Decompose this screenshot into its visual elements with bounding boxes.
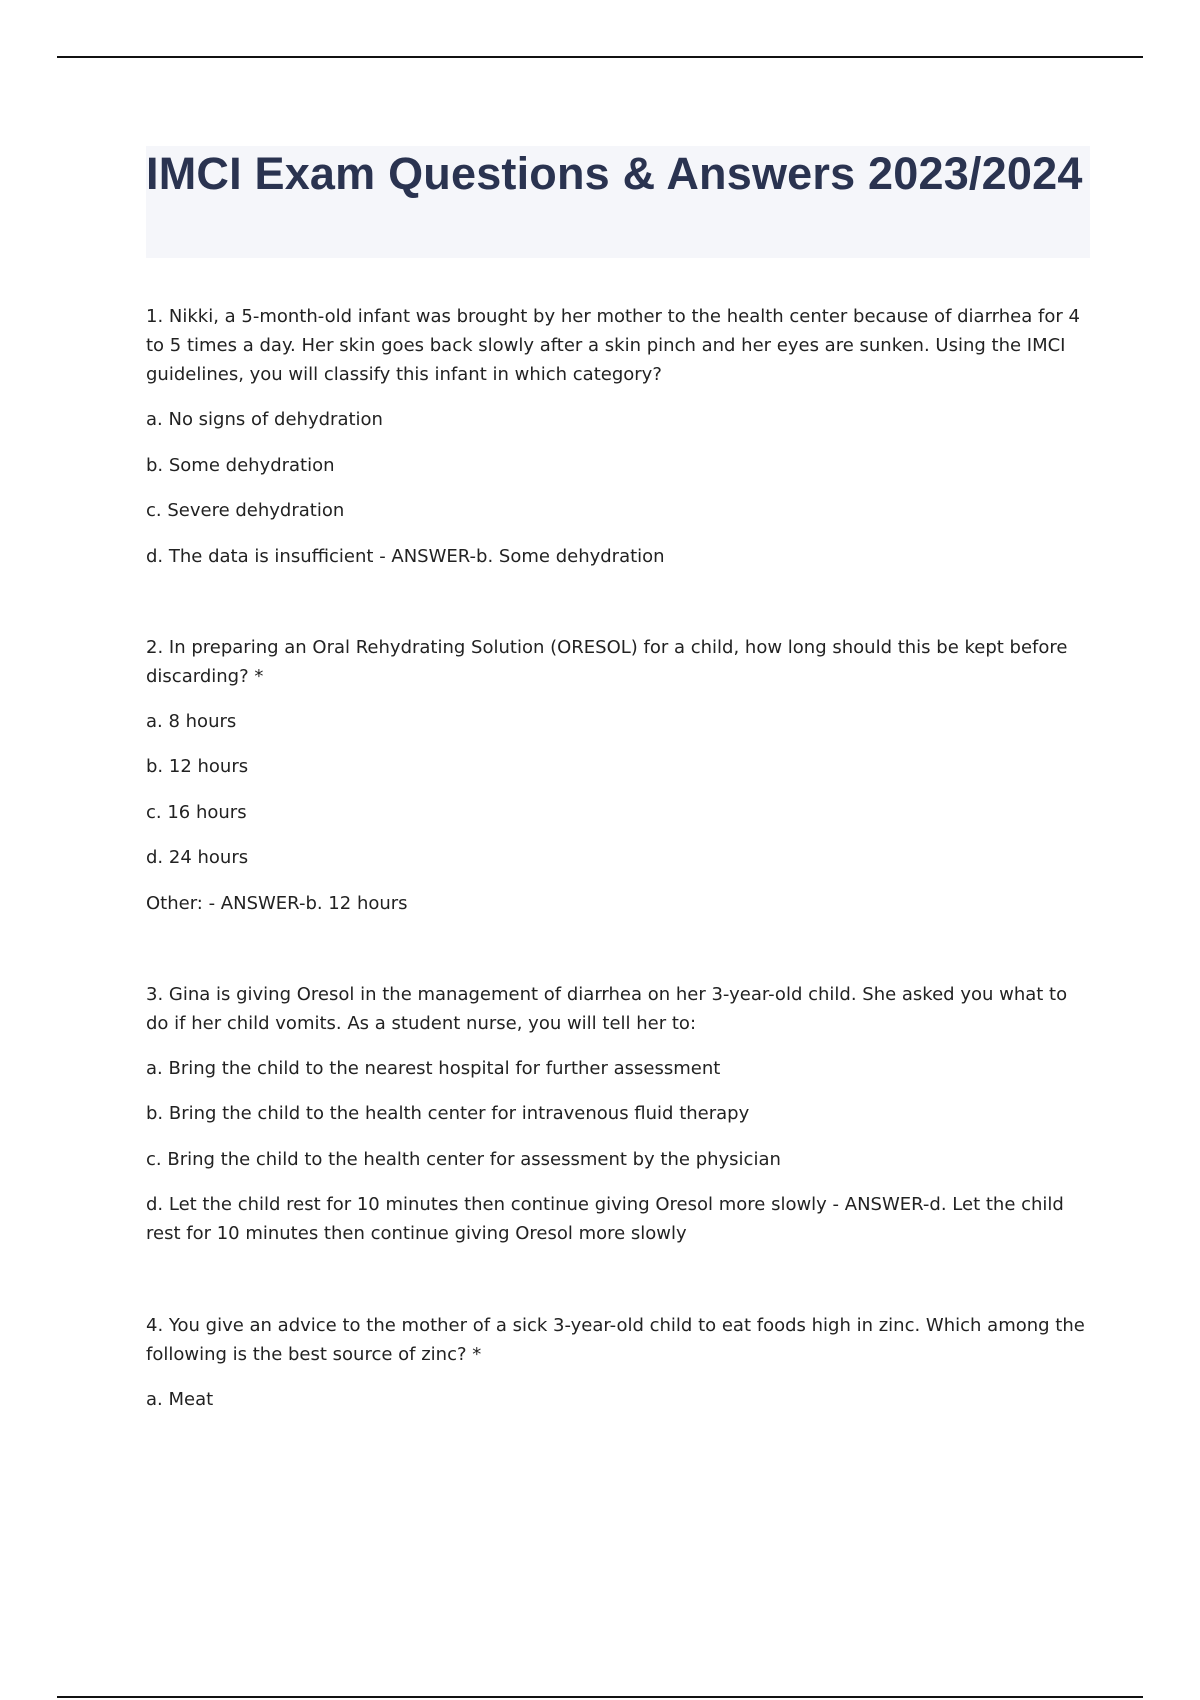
question-4-option-a: a. Meat	[146, 1389, 214, 1410]
document-title: IMCI Exam Questions & Answers 2023/2024	[146, 148, 1083, 199]
question-2-option-c: c. 16 hours	[146, 802, 247, 823]
question-3-option-c: c. Bring the child to the health center for assessment by the physician	[146, 1149, 781, 1170]
bottom-rule	[57, 1696, 1143, 1698]
question-2-text: 2. In preparing an Oral Rehydrating Solution (ORESOL) for a child, how long should this be kept before discarding? *	[146, 637, 1068, 687]
question-1-option-a: a. No signs of dehydration	[146, 409, 383, 430]
question-1-option-c: c. Severe dehydration	[146, 500, 345, 521]
top-rule	[57, 56, 1143, 58]
question-3-option-a: a. Bring the child to the nearest hospital for further assessment	[146, 1058, 721, 1079]
question-3-option-d-answer: d. Let the child rest for 10 minutes then continue giving Oresol more slowly - ANSWER-d. Let the child rest for 10 minutes then continue giving Oresol more slowly	[146, 1194, 1064, 1244]
question-2-answer: Other: - ANSWER-b. 12 hours	[146, 893, 408, 914]
question-3-option-b: b. Bring the child to the health center for intravenous fluid therapy	[146, 1103, 750, 1124]
question-2-option-b: b. 12 hours	[146, 756, 249, 777]
question-1-option-d-answer: d. The data is insufficient - ANSWER-b. Some dehydration	[146, 546, 665, 567]
question-1-option-b: b. Some dehydration	[146, 455, 335, 476]
question-2-option-d: d. 24 hours	[146, 847, 249, 868]
question-4-text: 4. You give an advice to the mother of a sick 3-year-old child to eat foods high in zinc. Which among the following is the best source of zinc? *	[146, 1315, 1085, 1365]
question-3-text: 3. Gina is giving Oresol in the management of diarrhea on her 3-year-old child. She asked you what to do if her child vomits. As a student nurse, you will tell her to:	[146, 984, 1068, 1034]
question-1-text: 1. Nikki, a 5-month-old infant was brought by her mother to the health center because of diarrhea for 4 to 5 times a day. Her skin goes back slowly after a skin pinch and her eyes are sunken. Using the IMCI guidelines, you will classify this infant in which category?	[146, 306, 1080, 385]
question-2-option-a: a. 8 hours	[146, 711, 237, 732]
